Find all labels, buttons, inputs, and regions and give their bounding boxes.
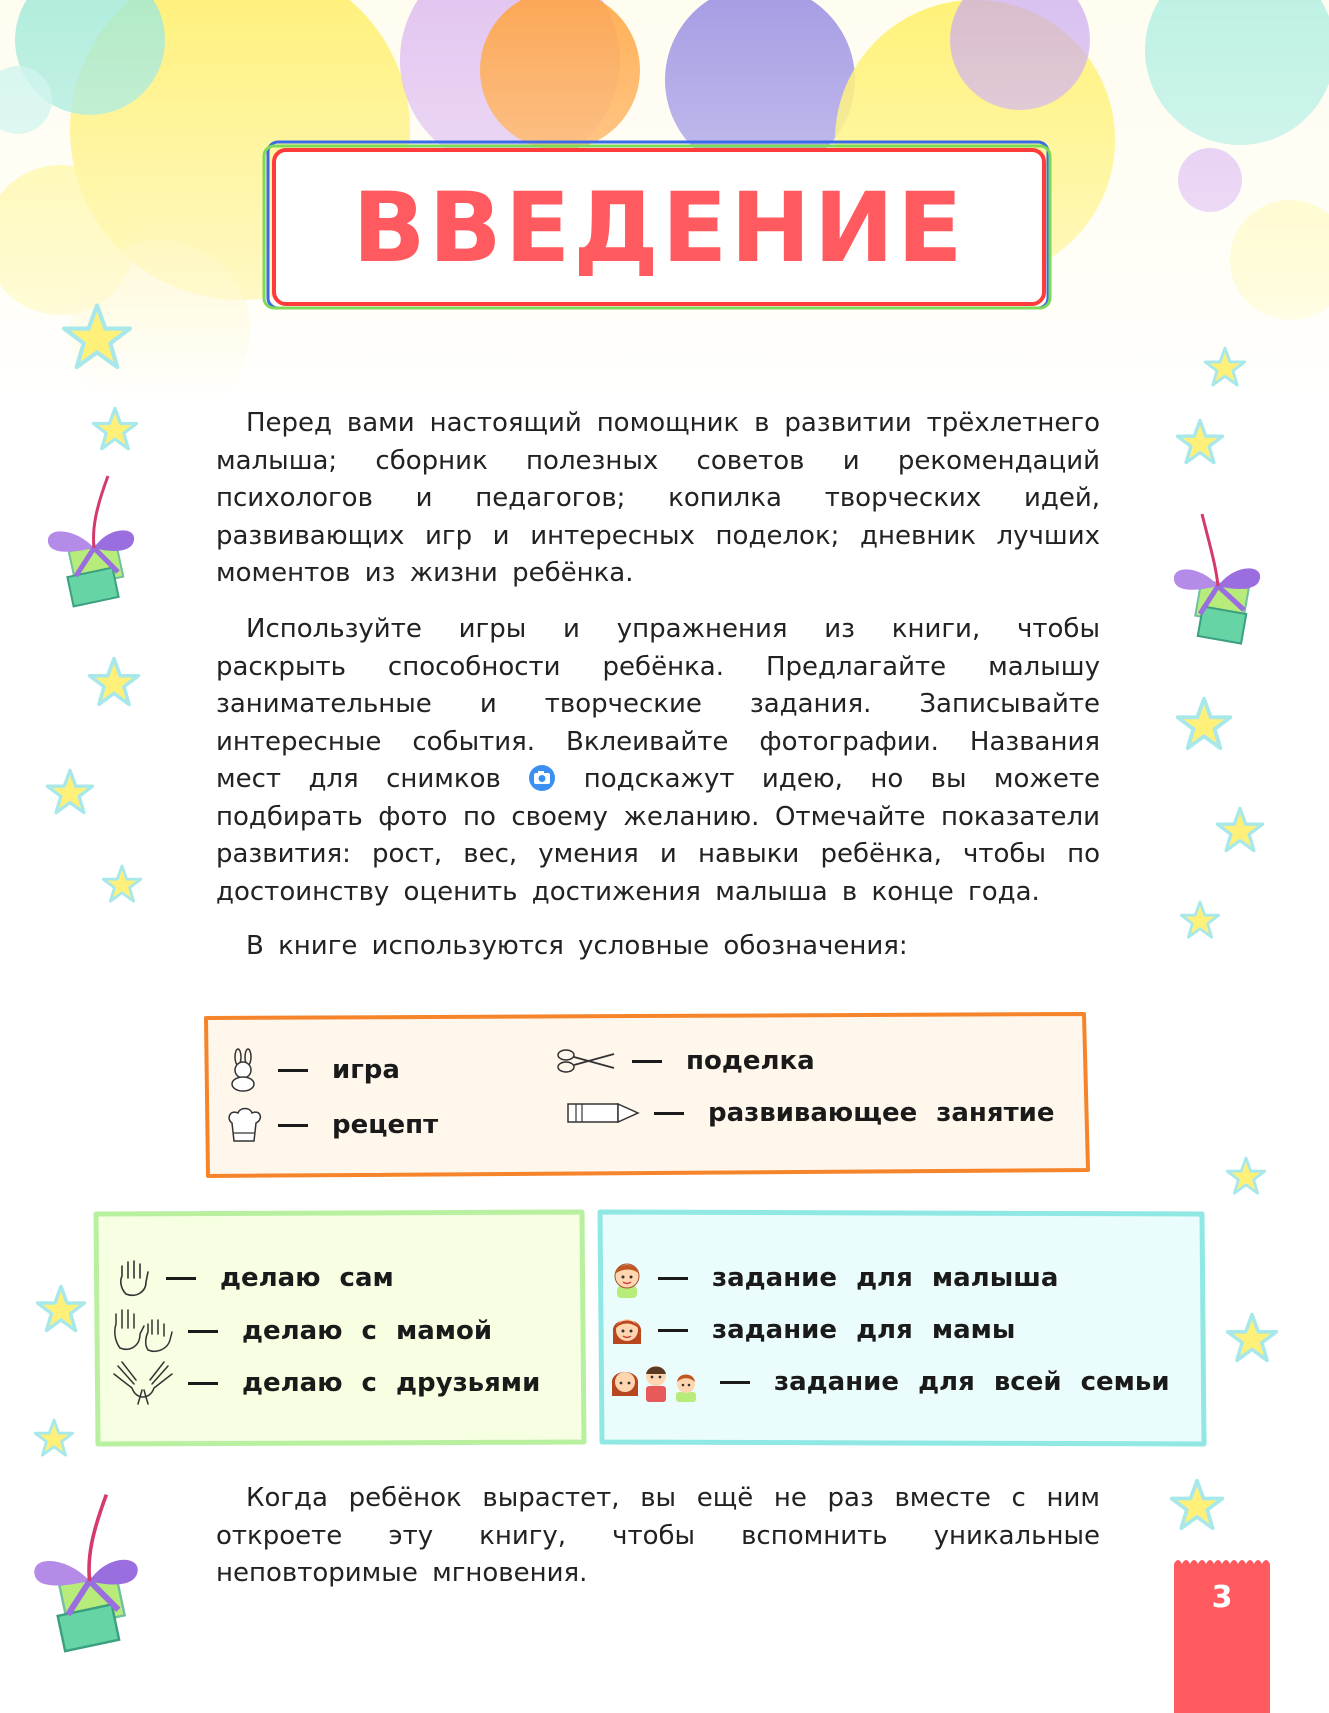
- legend-craft: поделка: [556, 1046, 815, 1076]
- star-icon: [102, 864, 142, 904]
- chef-hat-icon: [224, 1105, 264, 1145]
- legend-recipe: рецепт: [224, 1105, 438, 1145]
- legend-self: делаю сам: [116, 1258, 394, 1298]
- family-faces-icon: [610, 1362, 706, 1402]
- two-hands-icon: [112, 1308, 174, 1354]
- legend-for-box: [596, 1208, 1208, 1448]
- legend-family: задание для всей семьи: [610, 1362, 1170, 1402]
- many-hands-icon: [112, 1360, 174, 1406]
- legend-child: задание для малыша: [610, 1258, 1058, 1298]
- hand-icon: [116, 1258, 152, 1298]
- closing-paragraph: Когда ребёнок вырастет, вы ещё не раз вместе с ним откроете эту книгу, чтобы вспомнить уникальные неповторимые мгновения.: [216, 1483, 1100, 1588]
- intro-paragraph-1: Перед вами настоящий помощник в развитии трёхлетнего малыша; сборник полезных советов и рекомендаций психологов и педагогов; копилка творческих идей, развивающих игр и интересных поделок; дневник лучших моментов из жизни ребёнка.: [216, 408, 1100, 588]
- legend-game: игра: [224, 1048, 400, 1092]
- bunny-icon: [224, 1048, 264, 1092]
- legend-mom: делаю с мамой: [112, 1308, 492, 1354]
- star-icon: [1226, 1312, 1278, 1364]
- page-title: ВВЕДЕНИЕ: [352, 172, 966, 284]
- gift-icon: [1162, 506, 1272, 646]
- girl-face-icon: [610, 1310, 644, 1350]
- gift-icon: [20, 1484, 152, 1654]
- star-icon: [1204, 346, 1246, 388]
- star-icon: [46, 768, 94, 816]
- star-icon: [92, 406, 138, 452]
- intro-paragraph-2: Используйте игры и упражнения из книги, чтобы раскрыть способности ребёнка. Предлагайте малышу занимательные и творческие задания. Записывайте интересные события. Вклеивайте фотографии. Названия мест для снимков подскажут идею, но вы можете подбирать фото по своему желанию. Отмечайте показатели развития: рост, вес, умения и навыки ребёнка, чтобы по достоинству оценить достижения малыша в конце года.: [216, 614, 1100, 907]
- legend-friends: делаю с друзьями: [112, 1360, 540, 1406]
- legend-learning: развивающее занятие: [566, 1098, 1055, 1128]
- scissors-icon: [556, 1046, 618, 1076]
- star-icon: [1180, 900, 1220, 940]
- gift-icon: [36, 468, 146, 608]
- camera-icon: [528, 764, 556, 792]
- star-icon: [1216, 806, 1264, 854]
- star-icon: [1176, 696, 1232, 752]
- star-icon: [36, 1284, 86, 1334]
- page-number: 3: [1211, 1580, 1233, 1615]
- boy-face-icon: [610, 1258, 644, 1298]
- intro-paragraph-3: В книге используются условные обозначения:: [246, 931, 908, 961]
- legend-who-box: [92, 1208, 588, 1448]
- star-icon: [62, 302, 132, 372]
- legend-mom-task: задание для мамы: [610, 1310, 1015, 1350]
- pencil-icon: [566, 1100, 640, 1126]
- legend-activities-box: [200, 1010, 1092, 1180]
- star-icon: [1176, 418, 1224, 466]
- star-icon: [1170, 1478, 1224, 1532]
- star-icon: [34, 1418, 74, 1458]
- star-icon: [88, 656, 140, 708]
- star-icon: [1226, 1156, 1266, 1196]
